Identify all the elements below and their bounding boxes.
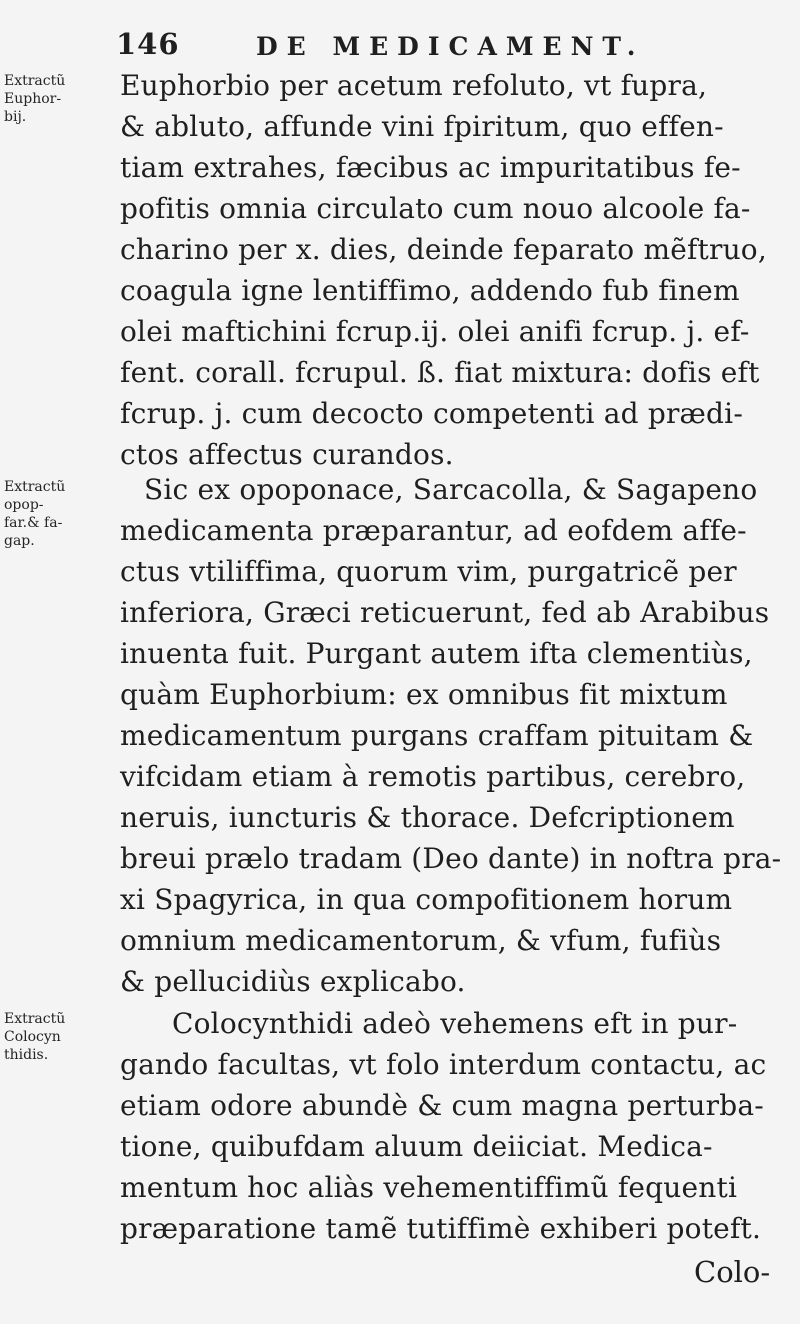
marginal-note-colocynth: Extractũ Colocyn thidis. xyxy=(4,1011,66,1063)
running-head xyxy=(0,14,800,61)
body-line: tione, quibufdam aluum deiiciat. Medica- xyxy=(120,1130,713,1163)
body-line: breui prælo tradam (Deo dante) in noftra pra- xyxy=(120,842,782,875)
body-line: & pellucidiùs explicabo. xyxy=(120,965,466,998)
body-line: Colocynthidi adeò vehemens eft in pur- xyxy=(172,1007,738,1040)
body-line: neruis, iuncturis & thorace. Defcriptionem xyxy=(120,801,735,834)
body-line: gando facultas, vt folo interdum contactu, ac xyxy=(120,1048,767,1081)
body-line: coagula igne lentiffimo, addendo fub finem xyxy=(120,274,740,307)
body-line: medicamentum purgans craffam pituitam & xyxy=(120,719,754,752)
body-line: inuenta fuit. Purgant autem ifta clementiùs, xyxy=(120,637,753,670)
body-line: etiam odore abundè & cum magna perturba- xyxy=(120,1089,764,1122)
body-line: xi Spagyrica, in qua compofitionem horum xyxy=(120,883,733,916)
body-line: charino per x. dies, deinde feparato mẽftruo, xyxy=(120,233,767,266)
body-line: fent. corall. fcrupul. ß. fiat mixtura: dofis eft xyxy=(120,356,760,389)
body-line: Euphorbio per acetum refoluto, vt fupra, xyxy=(120,69,708,102)
marginal-note-opoponax-sagapenum: Extractũ opop- far.& fa- gap. xyxy=(4,479,66,549)
body-line: ctus vtiliffima, quorum vim, purgatricẽ per xyxy=(120,555,737,588)
catchword: Colo- xyxy=(694,1255,771,1289)
page-number: 146 xyxy=(116,27,180,61)
body-line: ctos affectus curandos. xyxy=(120,438,454,471)
body-line: quàm Euphorbium: ex omnibus fit mixtum xyxy=(120,678,728,711)
running-title: DE MEDICAMENT. xyxy=(256,32,645,61)
body-line: Sic ex opoponace, Sarcacolla, & Sagapeno xyxy=(144,473,758,506)
body-line: tiam extrahes, fæcibus ac impuritatibus fe- xyxy=(120,151,741,184)
body-line: omnium medicamentorum, & vfum, fufiùs xyxy=(120,924,722,957)
body-line: mentum hoc aliàs vehementiffimũ fequenti xyxy=(120,1171,738,1204)
body-line: pofitis omnia circulato cum nouo alcoole fa- xyxy=(120,192,751,225)
body-line: inferiora, Græci reticuerunt, fed ab Arabibus xyxy=(120,596,770,629)
body-line: medicamenta præparantur, ad eofdem affe- xyxy=(120,514,747,547)
body-line: & abluto, affunde vini fpiritum, quo effen- xyxy=(120,110,724,143)
body-line: vifcidam etiam à remotis partibus, cerebro, xyxy=(120,760,746,793)
body-line: præparatione tamẽ tutiffimè exhiberi poteft. xyxy=(120,1212,762,1245)
marginal-note-euphorbium: Extractũ Euphor- bij. xyxy=(4,73,66,125)
body-line: olei maftichini fcrup.ij. olei anifi fcrup. j. ef- xyxy=(120,315,750,348)
body-line: fcrup. j. cum decocto competenti ad prædi- xyxy=(120,397,743,430)
